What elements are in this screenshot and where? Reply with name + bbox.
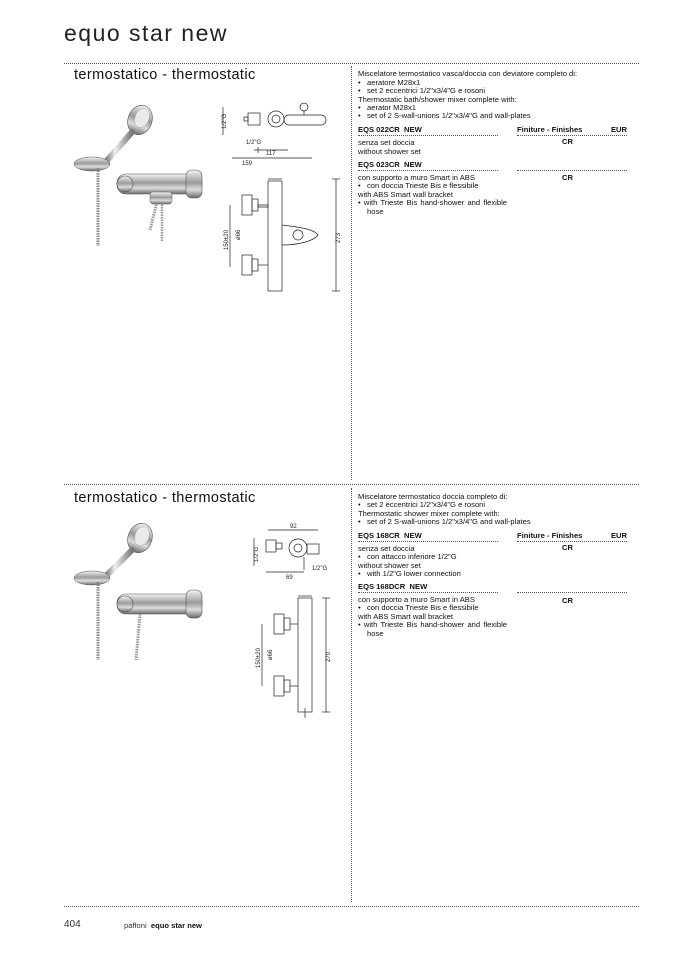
product-code-row bbox=[358, 531, 498, 542]
finish-divider bbox=[517, 170, 627, 171]
eur-label: EUR bbox=[610, 125, 627, 134]
page-number: 404 bbox=[64, 919, 81, 930]
new-badge: NEW bbox=[404, 125, 422, 134]
eur-label: EUR bbox=[610, 531, 627, 540]
section-desc-it: Miscelatore termostatico vasca/doccia con deviatore completo di: bbox=[358, 69, 578, 78]
finishes-header bbox=[517, 531, 627, 542]
brand-name: paffoni bbox=[124, 921, 147, 930]
bullet-it: • set 2 eccentrici 1/2"x3/4"G e rosoni bbox=[358, 501, 485, 510]
dim-eccentric: 150±20 bbox=[256, 648, 262, 668]
section-divider-middle bbox=[64, 484, 639, 485]
bullet-it: • set 2 eccentrici 1/2"x3/4"G e rosoni bbox=[358, 87, 485, 96]
bullet-en: • with Trieste Bis hand-shower and flexible hose bbox=[358, 620, 507, 638]
product-code: EQS 168DCR bbox=[358, 582, 406, 591]
section-divider-bottom bbox=[64, 906, 639, 907]
dim-top-thread: 1/2"G bbox=[254, 546, 260, 562]
product-desc-en: with ABS Smart wall bracket bbox=[358, 612, 453, 621]
dim-inner-thread: 1/2"G bbox=[246, 140, 262, 146]
footer-brand bbox=[124, 921, 202, 930]
column-divider-2 bbox=[351, 488, 352, 902]
section-title: termostatico - thermostatic bbox=[74, 490, 256, 506]
dim-side-thread: 1/2"G bbox=[312, 566, 328, 572]
bullet-en: • aerator M28x1 bbox=[358, 104, 416, 113]
technical-drawing-shower-mixer bbox=[246, 520, 346, 720]
finishes-header bbox=[517, 125, 627, 136]
section-desc-en: Thermostatic shower mixer complete with: bbox=[358, 509, 500, 518]
bullet-en: • set of 2 S-wall-unions 1/2"x3/4"G and wall-plates bbox=[358, 518, 531, 527]
bullet-it: • con attacco inferiore 1/2"G bbox=[358, 553, 457, 562]
finish-cr: CR bbox=[562, 137, 573, 146]
product-code: EQS 023CR bbox=[358, 160, 400, 169]
dim-diameter: ø66 bbox=[236, 229, 242, 240]
dim-width-92: 92 bbox=[290, 524, 297, 530]
bullet-it: • con doccia Trieste Bis e flessibile bbox=[358, 604, 478, 613]
product-code-row bbox=[358, 125, 498, 136]
dim-height-270: 270 bbox=[326, 651, 332, 662]
bullet-it: • con doccia Trieste Bis e flessibile bbox=[358, 182, 478, 191]
bullet-en: • with 1/2"G lower connection bbox=[358, 570, 461, 579]
product-desc-it: senza set doccia bbox=[358, 544, 415, 553]
dim-width-159: 159 bbox=[242, 161, 253, 167]
product-desc-en: with ABS Smart wall bracket bbox=[358, 190, 453, 199]
new-badge: NEW bbox=[404, 160, 422, 169]
dim-diameter: ø66 bbox=[268, 649, 274, 660]
dim-width-69: 69 bbox=[286, 575, 293, 581]
dim-top-thread: 1/2"G bbox=[222, 113, 228, 129]
product-desc-it: con supporto a muro Smart in ABS bbox=[358, 173, 475, 182]
product-desc-it: con supporto a muro Smart in ABS bbox=[358, 595, 475, 604]
bullet-en: • set of 2 S-wall-unions 1/2"x3/4"G and wall-plates bbox=[358, 112, 531, 121]
product-desc-it: senza set doccia bbox=[358, 138, 415, 147]
product-desc-en: without shower set bbox=[358, 561, 421, 570]
finish-cr: CR bbox=[562, 596, 573, 605]
page-title: equo star new bbox=[64, 20, 228, 46]
section-desc-en: Thermostatic bath/shower mixer complete with: bbox=[358, 95, 517, 104]
dim-eccentric: 150±20 bbox=[224, 230, 230, 250]
product-code-row bbox=[358, 160, 498, 171]
product-code: EQS 168CR bbox=[358, 531, 400, 540]
dim-height-273: 273 bbox=[336, 232, 342, 243]
product-code: EQS 022CR bbox=[358, 125, 400, 134]
brand-series: equo star new bbox=[150, 921, 202, 930]
product-image-shower-mixer bbox=[62, 522, 212, 667]
product-desc-en: without shower set bbox=[358, 147, 421, 156]
finish-divider bbox=[517, 592, 627, 593]
technical-drawing-bath-mixer bbox=[218, 95, 348, 295]
section-title: termostatico - thermostatic bbox=[74, 67, 256, 83]
finishes-label: Finiture - Finishes bbox=[517, 531, 583, 540]
new-badge: NEW bbox=[404, 531, 422, 540]
dim-width-117: 117 bbox=[266, 151, 276, 157]
finishes-label: Finiture - Finishes bbox=[517, 125, 583, 134]
new-badge: NEW bbox=[409, 582, 428, 591]
finish-cr: CR bbox=[562, 173, 573, 182]
section-desc-it: Miscelatore termostatico doccia completo di: bbox=[358, 492, 508, 501]
product-image-bath-mixer bbox=[62, 102, 212, 252]
column-divider-1 bbox=[351, 66, 352, 480]
bullet-it: • aeratore M28x1 bbox=[358, 79, 420, 88]
product-code-row bbox=[358, 582, 498, 593]
section-divider-top bbox=[64, 63, 639, 64]
bullet-en: • with Trieste Bis hand-shower and flexible hose bbox=[358, 198, 507, 216]
finish-cr: CR bbox=[562, 543, 573, 552]
